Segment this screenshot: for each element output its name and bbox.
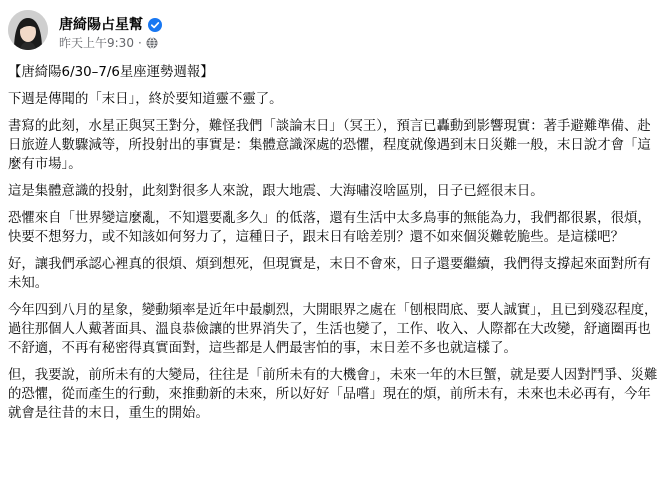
meta-separator: · <box>137 35 142 50</box>
globe-icon[interactable] <box>146 37 158 49</box>
post-paragraph: 書寫的此刻，水星正與冥王對分，難怪我們「談論末日」（冥王），預言已轟動到影響現實：著手避難準備、赴日旅遊人數驟減等，所投射出的事實是：集體意識深處的恐懼，程度就像遇到末日災難一般，末日說才會「這麼有市場」。 <box>8 119 651 172</box>
verified-badge-icon <box>148 17 162 31</box>
post-paragraph: 今年四到八月的星象，變動頻率是近年中最劇烈，大開眼界之處在「刨根問底、要人誠實」，且已到殘忍程度，過往那個人人戴著面具、溫良恭儉讓的世界消失了，生活也變了，工作、收入、人際都在大改變，舒適圈再也不舒適，不再有秘密得真實面對，這些都是人們最害怕的事，末日差不多也就這樣了。 <box>8 303 658 356</box>
post-paragraph: 這是集體意識的投射，此刻對很多人來說，跟大地震、大海嘯沒啥區別，日子已經很末日。 <box>8 184 544 199</box>
post-paragraph: 好，讓我們承認心裡真的很煩、煩到想死，但現實是，末日不會來，日子還要繼續，我們得支撐起來面對所有未知。 <box>8 257 651 291</box>
post-paragraph: 下週是傳聞的「末日」，終於要知道靈不靈了。 <box>8 92 283 107</box>
avatar-image <box>8 10 48 50</box>
post-body <box>8 63 658 423</box>
author-row <box>59 14 162 34</box>
post-paragraph: 恐懼來自「世界變這麼亂，不知還要亂多久」的低落，還有生活中太多鳥事的無能為力，我們都很累，很煩，快要不想努力，或不知該如何努力了，這種日子，跟末日有啥差別？還不如來個災難乾脆些。是這樣吧？ <box>8 211 651 245</box>
post-meta <box>59 34 158 51</box>
profile-avatar[interactable] <box>8 10 48 50</box>
post-timestamp[interactable]: 昨天上午9:30 <box>59 36 134 50</box>
author-name[interactable]: 唐綺陽占星幫 <box>59 17 143 33</box>
post-paragraph: 但，我要說，前所未有的大變局，往往是「前所未有的大機會」，未來一年的木巨蟹，就是要人因對鬥爭、災難的恐懼，從而產生的行動，來推動新的未來，所以好好「品嚐」現在的煩，前所未有，未來也未必再有，今年就會是往昔的末日，重生的開始。 <box>8 368 658 421</box>
post-paragraph-title: 【唐綺陽6/30–7/6星座運勢週報】 <box>8 65 214 80</box>
